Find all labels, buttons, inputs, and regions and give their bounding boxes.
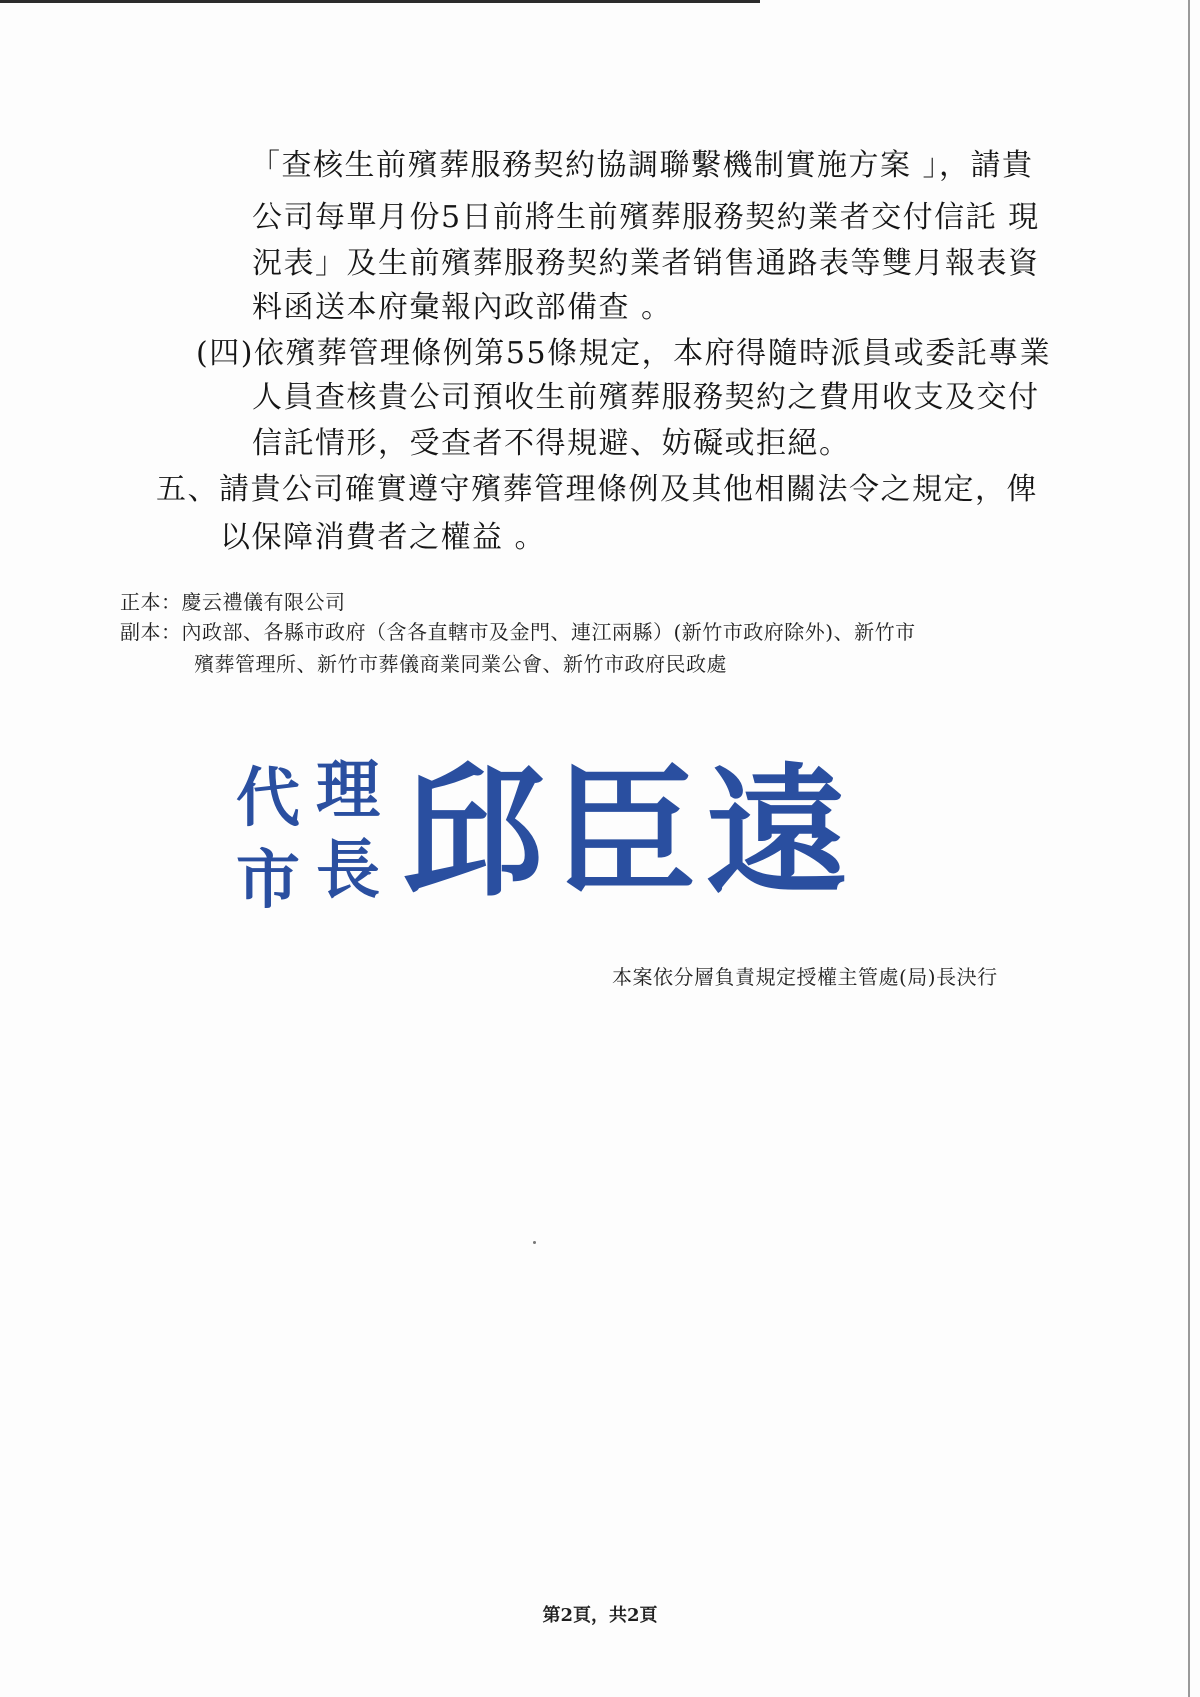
scan-right-edge bbox=[1188, 0, 1190, 1697]
delegated-authority-note: 本案依分層負責規定授權主管處(局)長決行 bbox=[612, 965, 998, 989]
body-line-9: 以保障消費者之權益 。 bbox=[220, 520, 547, 555]
body-line-8: 五、請貴公司確實遵守殯葬管理條例及其他相關法令之規定，俾 bbox=[156, 472, 1038, 507]
body-line-6: 人員查核貴公司預收生前殯葬服務契約之費用收支及交付 bbox=[252, 380, 1040, 415]
stamp-char-shi: 市 bbox=[236, 843, 300, 918]
body-line-7: 信託情形，受查者不得規避、妨礙或拒絕。 bbox=[252, 426, 851, 461]
body-line-4: 料函送本府彙報內政部備查 。 bbox=[252, 290, 673, 325]
copy-recipients-line-2: 殯葬管理所、新竹市葬儀商業同業公會、新竹市政府民政處 bbox=[194, 652, 727, 676]
copy-recipients-line-1: 副本：內政部、各縣市政府（含各直轄市及金門、連江兩縣）(新竹市政府除外)、新竹市 bbox=[120, 620, 916, 644]
main-recipient: 正本：慶云禮儀有限公司 bbox=[120, 590, 346, 614]
stamp-char-dai: 代 bbox=[236, 761, 300, 836]
scan-speck bbox=[533, 1241, 536, 1244]
body-line-1: 「查核生前殯葬服務契約協調聯繫機制實施方案 」，請貴 bbox=[250, 148, 1034, 183]
body-line-2: 公司每單月份5日前將生前殯葬服務契約業者交付信託 現 bbox=[252, 200, 1040, 235]
stamp-char-li: 理 bbox=[316, 753, 380, 828]
page-number: 第2頁，共2頁 bbox=[542, 1605, 658, 1626]
mayor-signature-stamp bbox=[236, 750, 858, 920]
scan-top-edge bbox=[0, 0, 760, 3]
body-line-5: (四)依殯葬管理條例第55條規定，本府得隨時派員或委託專業 bbox=[196, 336, 1052, 371]
stamp-char-zhang: 長 bbox=[316, 833, 380, 908]
body-line-3: 況表」及生前殯葬服務契約業者销售通路表等雙月報表資 bbox=[252, 246, 1040, 281]
stamp-signature-name: 邱臣遠 bbox=[402, 750, 858, 916]
